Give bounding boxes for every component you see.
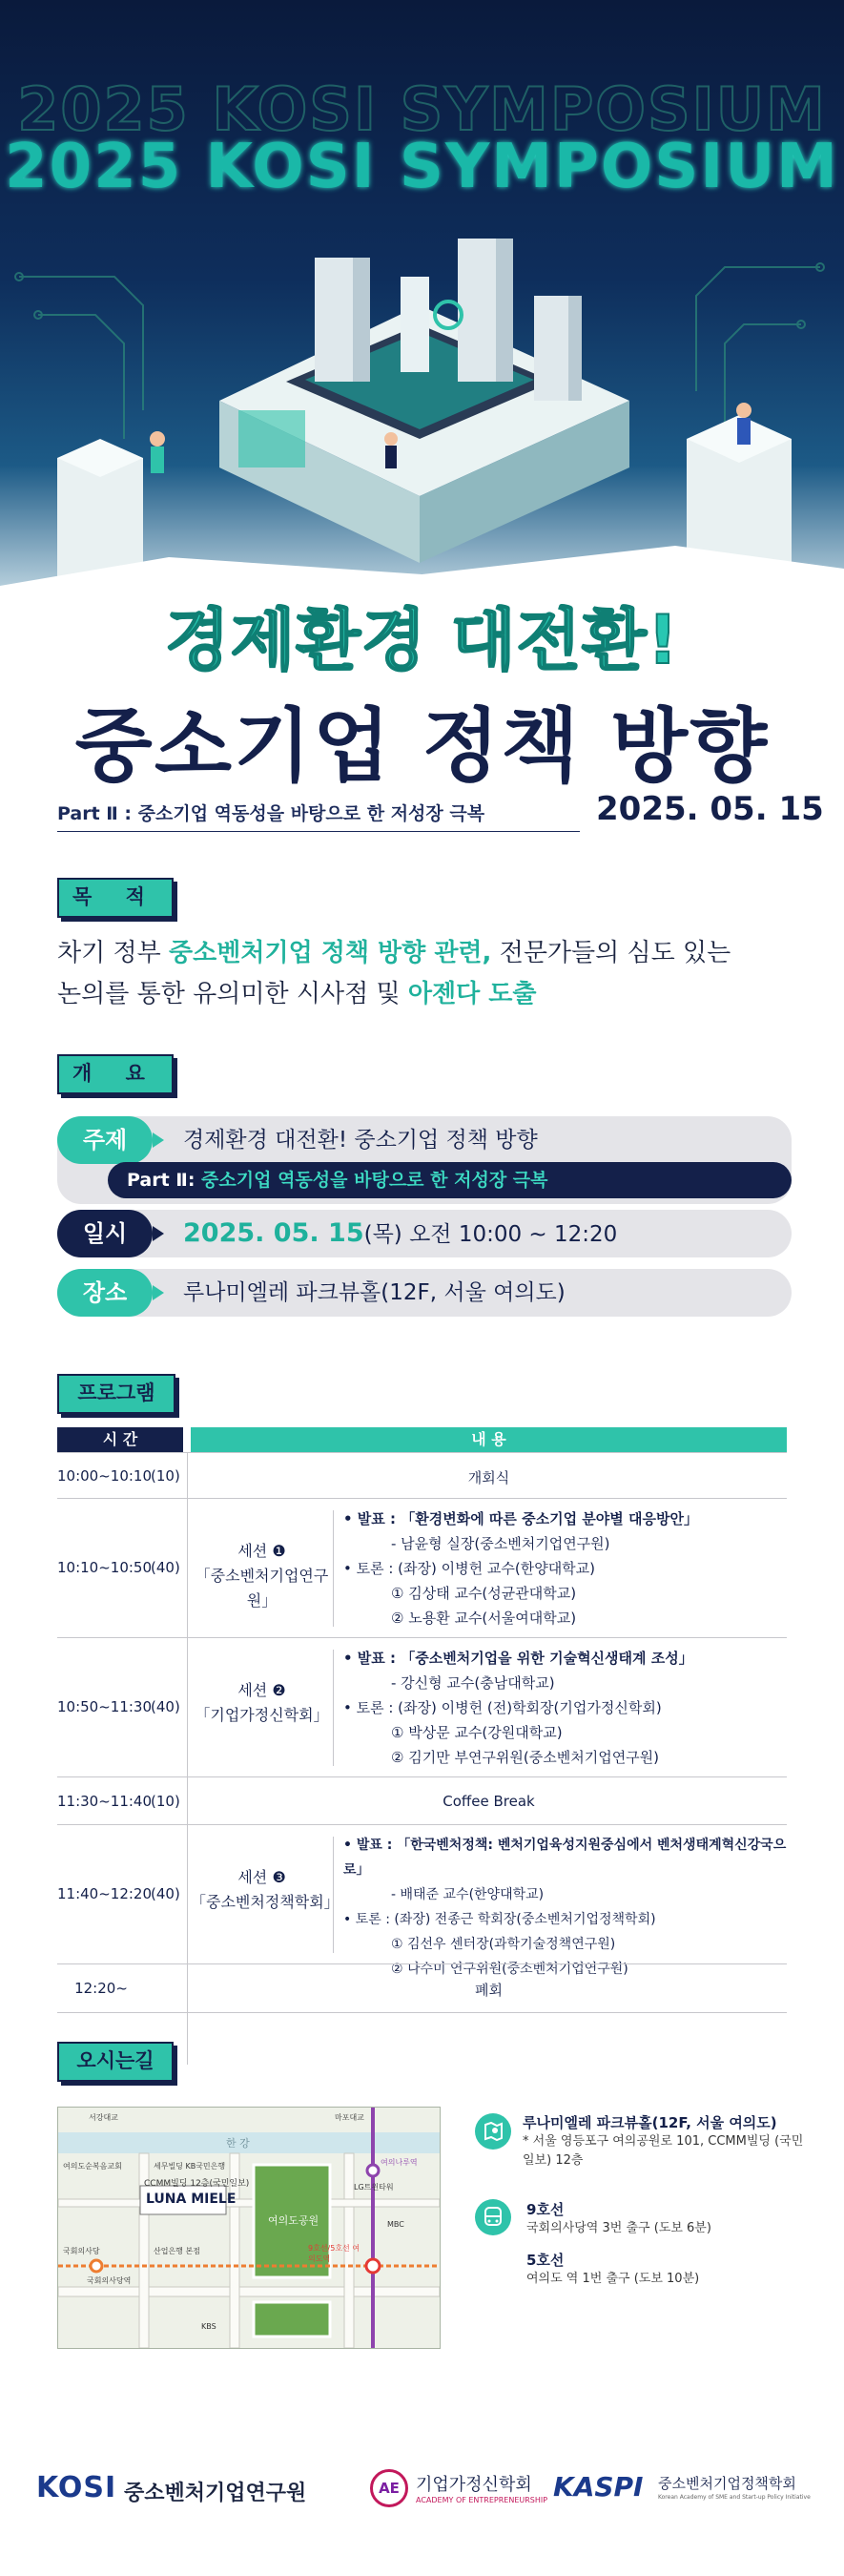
map-pin-icon — [475, 2113, 511, 2150]
ae-logo-icon: AE — [370, 2469, 408, 2507]
table-row — [57, 1824, 787, 1977]
detail-line: ① 김선우 센터장(과학기술정책연구원) — [391, 1937, 616, 1952]
table-head-content: 내 용 — [191, 1427, 787, 1452]
session-2 — [191, 1650, 334, 1766]
place-text: 루나미엘레 파크뷰홀(12F, 서울 여의도) — [183, 1280, 566, 1305]
place-label: 장소 — [57, 1269, 153, 1317]
kosi-logo-mark: KOSI — [36, 2471, 117, 2504]
detail-line: • 토론 : (좌장) 전종근 학회장(중소벤처기업정책학회) — [343, 1912, 656, 1927]
purpose-text-d: 논의를 통한 유의미한 시사점 및 — [57, 980, 408, 1008]
hero-title: 2025 KOSI SYMPOSIUM — [5, 132, 839, 202]
map-label: 국회의사당 — [63, 2247, 100, 2255]
session-detail — [343, 1506, 698, 1631]
map-label: 산업은행 본점 — [154, 2247, 200, 2255]
date-rest: (목) 오전 10:00 ~ 12:20 — [363, 1222, 618, 1247]
program-table — [57, 1427, 787, 2068]
detail-line: ② 노용환 교수(서울여대학교) — [391, 1610, 577, 1627]
map-label: 9호선/5호선 여의도역 — [308, 2244, 360, 2263]
map-label: KBS — [201, 2322, 216, 2331]
purpose-highlight-2: 아젠다 도출 — [407, 980, 537, 1008]
date-text — [183, 1210, 617, 1258]
row-content: 폐회 — [475, 1982, 503, 1999]
topic-sub-part: Part Ⅱ: — [127, 1170, 202, 1191]
venue-address: * 서울 영등포구 여의공원로 101, CCMM빌딩 (국민일보) 12층 — [523, 2134, 804, 2168]
kaspi-logo-mark: KASPI — [553, 2471, 644, 2503]
purpose-section-label: 목 적 — [57, 878, 174, 918]
session-org: 「중소벤처정책학회」 — [191, 1893, 340, 1911]
purpose-text — [57, 933, 801, 1015]
row-min: (10) — [151, 1467, 180, 1485]
map-river-label: 한 강 — [226, 2137, 250, 2150]
table-row — [57, 1963, 787, 2013]
map-label: 서강대교 — [89, 2113, 118, 2122]
row-content: 개회식 — [467, 1469, 510, 1486]
detail-line: • 발표 : 「한국벤처정책: 벤처기업육성지원중심에서 벤처생태계혁신강국으로」 — [343, 1838, 787, 1878]
session-detail — [343, 1646, 693, 1770]
table-row — [57, 1776, 787, 1825]
topic-text: 경제환경 대전환! 중소기업 정책 방향 — [183, 1128, 538, 1153]
session-3 — [191, 1837, 340, 1953]
row-min: (40) — [151, 1885, 180, 1902]
map-venue-name: LUNA MIELE — [146, 2192, 237, 2207]
row-time: 10:10~10:50 — [57, 1559, 153, 1576]
topic-subtitle — [108, 1162, 792, 1198]
session-number: 세션 ❷ — [237, 1681, 286, 1699]
part-subtitle: Part Ⅱ : 중소기업 역동성을 바탕으로 한 저성장 극복 — [57, 800, 580, 832]
detail-line: - 배태준 교수(한양대학교) — [391, 1887, 545, 1902]
date-label: 일시 — [57, 1210, 153, 1257]
purpose-text-c: 전문가들의 심도 있는 — [491, 939, 731, 967]
row-content: Coffee Break — [443, 1793, 535, 1810]
subway1-title: 9호선 — [526, 2201, 565, 2218]
map-venue-tag: CCMM빌딩 12층(국민일보) — [144, 2179, 250, 2189]
date-value: 2025. 05. 15 — [183, 1218, 364, 1248]
kaspi-logo-sub: Korean Academy of SME and Start-up Policy Initiative — [658, 2494, 811, 2501]
session-detail — [343, 1833, 787, 1982]
session-number: 세션 ❶ — [237, 1542, 286, 1560]
row-min: (10) — [151, 1793, 180, 1810]
footer-logos — [0, 2462, 844, 2528]
program-section-label: 프로그램 — [57, 1374, 175, 1414]
detail-line: • 발표 : 「환경변화에 따른 중소기업 분야별 대응방안」 — [343, 1510, 698, 1527]
directions-section-label: 오시는길 — [57, 2042, 174, 2082]
session-1 — [191, 1510, 334, 1627]
session-number: 세션 ❸ — [237, 1868, 286, 1886]
table-row — [57, 1637, 787, 1777]
detail-line: ① 박상문 교수(강원대학교) — [391, 1724, 563, 1741]
row-min: (40) — [151, 1698, 180, 1715]
ae-logo-name: 기업가정신학회 — [416, 2475, 532, 2495]
detail-line: • 발표 : 「중소벤처기업을 위한 기술혁신생태계 조성」 — [343, 1650, 693, 1667]
detail-line: • 토론 : (좌장) 이병헌 교수(한양대학교) — [343, 1560, 596, 1577]
venue-info — [523, 2112, 809, 2171]
subway2-text: 여의도 역 1번 출구 (도보 10분) — [526, 2272, 700, 2286]
session-org: 「중소벤처기업연구원」 — [195, 1567, 329, 1610]
row-time: 12:20~ — [74, 1980, 128, 1997]
hero-banner — [0, 0, 844, 620]
subway2-title: 5호선 — [526, 2252, 565, 2269]
location-map — [57, 2107, 441, 2349]
map-label: 여의나루역 — [381, 2158, 418, 2167]
kaspi-logo-name: 중소벤처기업정책학회 — [658, 2475, 796, 2492]
row-min: (40) — [151, 1559, 180, 1576]
table-row — [57, 1452, 787, 1499]
detail-line: • 토론 : (좌장) 이병헌 (전)학회장(기업가정신학회) — [343, 1699, 662, 1716]
main-title-line1: 경제환경 대전환! — [165, 601, 679, 679]
subway1-text: 국회의사당역 3번 출구 (도보 6분) — [526, 2221, 711, 2235]
row-time: 10:00~10:10 — [57, 1467, 153, 1485]
kosi-logo-name: 중소벤처기업연구원 — [124, 2482, 307, 2505]
subway-info — [526, 2199, 813, 2289]
detail-line: ② 김기만 부연구위원(중소벤처기업연구원) — [391, 1749, 660, 1766]
detail-line: ① 김상태 교수(성균관대학교) — [391, 1585, 577, 1602]
venue-name: 루나미엘레 파크뷰홀(12F, 서울 여의도) — [523, 2114, 777, 2131]
table-row — [57, 1498, 787, 1638]
session-org: 「기업가정신학회」 — [195, 1706, 329, 1724]
map-label: MBC — [387, 2220, 404, 2229]
map-park-label: 여의도공원 — [268, 2214, 319, 2227]
detail-line: ② 나수미 연구위원(중소벤처기업연구원) — [391, 1962, 628, 1977]
overview-date-row — [57, 1210, 792, 1257]
hero-title-shadow: 2025 KOSI SYMPOSIUM — [17, 74, 827, 144]
detail-line: - 강신형 교수(충남대학교) — [391, 1674, 555, 1692]
detail-line: - 남윤형 실장(중소벤처기업연구원) — [391, 1535, 610, 1552]
map-label: 국회의사당역 — [87, 2276, 132, 2285]
topic-sub-text: 중소기업 역동성을 바탕으로 한 저성장 극복 — [201, 1170, 548, 1191]
purpose-highlight-1: 중소벤처기업 정책 방향 관련, — [169, 939, 492, 967]
row-time: 11:40~12:20 — [57, 1885, 153, 1902]
map-label: LG트윈타워 — [354, 2183, 394, 2192]
topic-label: 주제 — [57, 1116, 153, 1164]
table-head-time: 시 간 — [57, 1427, 183, 1452]
purpose-text-a: 차기 정부 — [57, 939, 169, 967]
map-label: 마포대교 — [335, 2113, 364, 2122]
main-title-line2: 중소기업 정책 방향 — [74, 699, 770, 793]
overview-section-label: 개 요 — [57, 1054, 174, 1094]
row-time: 10:50~11:30 — [57, 1698, 153, 1715]
event-date: 2025. 05. 15 — [596, 790, 824, 828]
ae-logo-sub: ACADEMY OF ENTREPRENEURSHIP — [416, 2496, 548, 2504]
map-label: 세무빌딩 KB국민은행 — [154, 2162, 226, 2171]
map-label: 여의도순복음교회 — [63, 2162, 122, 2171]
overview-place-row — [57, 1269, 792, 1317]
row-time: 11:30~11:40 — [57, 1793, 153, 1810]
subway-icon — [475, 2199, 511, 2235]
